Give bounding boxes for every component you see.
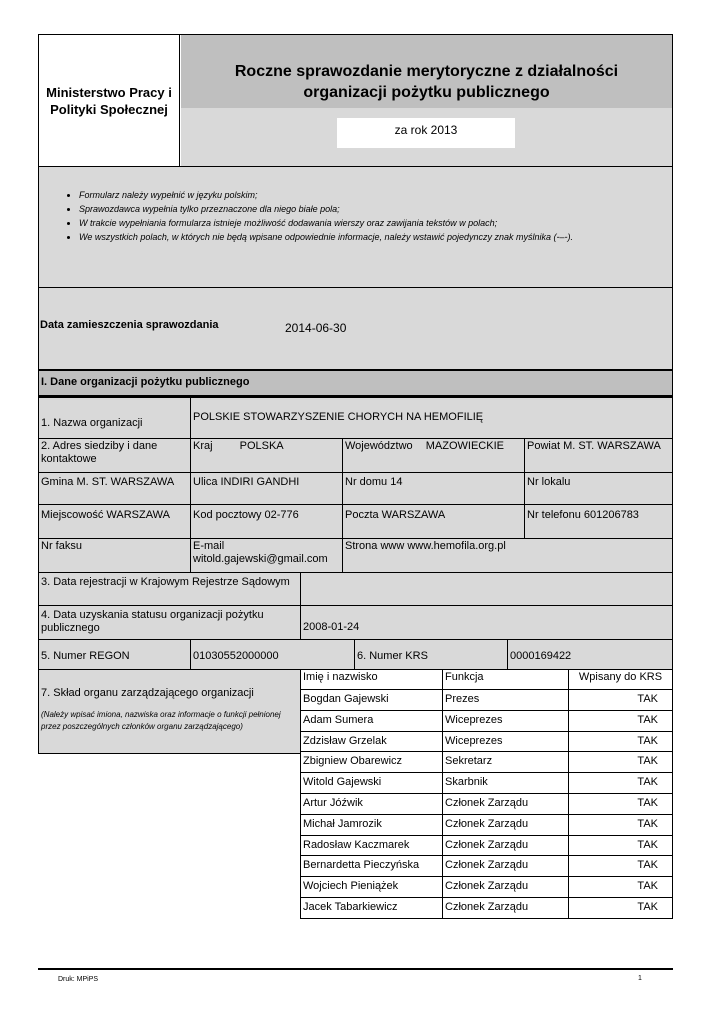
instructions-list	[39, 188, 672, 244]
board-cell-name[interactable]: Adam Sumera	[300, 710, 443, 732]
board-label-cell	[38, 669, 301, 754]
ministry-box	[39, 35, 180, 166]
postal-code-field[interactable]: Kod pocztowy 02-776	[190, 504, 343, 539]
instruction-item: • We wszystkich polach, w których nie będą wpisane odpowiednie informacje, należy wstawić pojedynczy znak myślnika (-–-).	[79, 230, 672, 244]
email-field[interactable]	[190, 538, 343, 573]
board-cell-function[interactable]: Członek Zarządu	[442, 835, 569, 857]
board-cell-krs[interactable]: TAK	[568, 897, 673, 919]
board-cell-krs[interactable]: TAK	[568, 710, 673, 732]
regon-value[interactable]: 01030552000000	[190, 639, 355, 670]
regon-label: 5. Numer REGON	[38, 639, 191, 670]
opp-status-value[interactable]: 2008-01-24	[300, 605, 673, 640]
country-label: Kraj	[193, 440, 213, 452]
commune-field[interactable]: Gmina M. ST. WARSZAWA	[38, 472, 191, 505]
flat-number-field[interactable]: Nr lokalu	[524, 472, 673, 505]
board-cell-function[interactable]: Członek Zarządu	[442, 897, 569, 919]
instruction-item: • Formularz należy wypełnić w języku polskim;	[79, 188, 672, 202]
board-label: 7. Skład organu zarządzającego organizacji	[41, 687, 254, 699]
board-cell-krs[interactable]: TAK	[568, 751, 673, 773]
title-box	[181, 35, 672, 108]
address-label: 2. Adres siedziby i dane kontaktowe	[38, 438, 191, 473]
board-cell-function[interactable]: Członek Zarządu	[442, 855, 569, 877]
page-number: 1	[638, 975, 642, 982]
org-name-value[interactable]: POLSKIE STOWARZYSZENIE CHORYCH NA HEMOFILIĘ	[190, 397, 673, 439]
board-cell-krs[interactable]: TAK	[568, 835, 673, 857]
board-cell-name[interactable]: Zdzisław Grzelak	[300, 731, 443, 753]
board-cell-name[interactable]: Witold Gajewski	[300, 772, 443, 794]
krs-registration-value[interactable]	[300, 572, 673, 606]
city-field[interactable]: Miejscowość WARSZAWA	[38, 504, 191, 539]
board-cell-name[interactable]: Jacek Tabarkiewicz	[300, 897, 443, 919]
board-cell-krs[interactable]: TAK	[568, 793, 673, 815]
board-cell-function[interactable]: Prezes	[442, 689, 569, 711]
voivodeship-value: MAZOWIECKIE	[425, 440, 504, 452]
website-field[interactable]: Strona www www.hemofila.org.pl	[342, 538, 673, 573]
board-header-name: Imię i nazwisko	[300, 669, 443, 690]
board-cell-krs[interactable]: TAK	[568, 814, 673, 836]
post-office-field[interactable]: Poczta WARSZAWA	[342, 504, 525, 539]
board-cell-function[interactable]: Skarbnik	[442, 772, 569, 794]
board-cell-function[interactable]: Członek Zarządu	[442, 814, 569, 836]
board-cell-function[interactable]: Wiceprezes	[442, 731, 569, 753]
year-field[interactable]	[337, 118, 515, 148]
board-cell-name[interactable]: Zbigniew Obarewicz	[300, 751, 443, 773]
house-number-field[interactable]: Nr domu 14	[342, 472, 525, 505]
voivodeship-field[interactable]	[342, 438, 525, 473]
footer-print-label: Druk: MPiPS	[58, 976, 99, 983]
year-label: za rok 2013	[394, 123, 458, 137]
board-cell-krs[interactable]: TAK	[568, 772, 673, 794]
footer-rule	[38, 968, 673, 970]
instruction-item: • W trakcie wypełniania formularza istnieje możliwość dodawania wierszy oraz zawijania tekstów w polach;	[79, 216, 672, 230]
board-cell-name[interactable]: Bogdan Gajewski	[300, 689, 443, 711]
email-value: witold.gajewski@gmail.com	[193, 553, 328, 565]
street-field[interactable]: Ulica INDIRI GANDHI	[190, 472, 343, 505]
voivodeship-label: Województwo	[345, 440, 413, 452]
org-name-label: 1. Nazwa organizacji	[38, 397, 191, 439]
board-header-function: Funkcja	[442, 669, 569, 690]
ministry-name: Ministerstwo Pracy i Polityki Społecznej	[46, 84, 172, 117]
board-cell-name[interactable]: Artur Jóźwik	[300, 793, 443, 815]
board-cell-function[interactable]: Sekretarz	[442, 751, 569, 773]
krs-value[interactable]: 0000169422	[507, 639, 673, 670]
county-field[interactable]: Powiat M. ST. WARSZAWA	[524, 438, 673, 473]
instructions-block	[38, 166, 673, 288]
report-title-line2: organizacji pożytku publicznego	[303, 84, 550, 101]
board-cell-name[interactable]: Wojciech Pieniążek	[300, 876, 443, 898]
publication-date-value[interactable]: 2014-06-30	[285, 321, 347, 335]
board-cell-krs[interactable]: TAK	[568, 876, 673, 898]
board-cell-function[interactable]: Członek Zarządu	[442, 876, 569, 898]
opp-status-label: 4. Data uzyskania statusu organizacji pożytku publicznego	[38, 605, 301, 640]
board-cell-krs[interactable]: TAK	[568, 731, 673, 753]
krs-registration-label: 3. Data rejestracji w Krajowym Rejestrze Sądowym	[38, 572, 301, 606]
fax-field[interactable]: Nr faksu	[38, 538, 191, 573]
board-cell-name[interactable]: Michał Jamrozik	[300, 814, 443, 836]
instruction-item: • Sprawozdawca wypełnia tylko przeznaczone dla niego białe pola;	[79, 202, 672, 216]
krs-label: 6. Numer KRS	[354, 639, 508, 670]
email-label: E-mail	[193, 540, 225, 552]
phone-field[interactable]: Nr telefonu 601206783	[524, 504, 673, 539]
country-value: POLSKA	[239, 440, 284, 452]
board-cell-krs[interactable]: TAK	[568, 689, 673, 711]
board-cell-function[interactable]: Wiceprezes	[442, 710, 569, 732]
report-title-line1: Roczne sprawozdanie merytoryczne z działalności	[234, 63, 619, 80]
board-cell-name[interactable]: Radosław Kaczmarek	[300, 835, 443, 857]
publication-date-label: Data zamieszczenia sprawozdania	[40, 319, 219, 331]
board-hint: (Należy wpisać imiona, nazwiska oraz informacje o funkcji pełnionej przez poszczególnych członków organu zarządzającego)	[41, 710, 281, 731]
country-field[interactable]	[190, 438, 343, 473]
section-1-title: I. Dane organizacji pożytku publicznego	[38, 369, 673, 397]
board-header-krs: Wpisany do KRS	[568, 669, 673, 690]
board-cell-krs[interactable]: TAK	[568, 855, 673, 877]
board-cell-function[interactable]: Członek Zarządu	[442, 793, 569, 815]
board-cell-name[interactable]: Bernardetta Pieczyńska	[300, 855, 443, 877]
